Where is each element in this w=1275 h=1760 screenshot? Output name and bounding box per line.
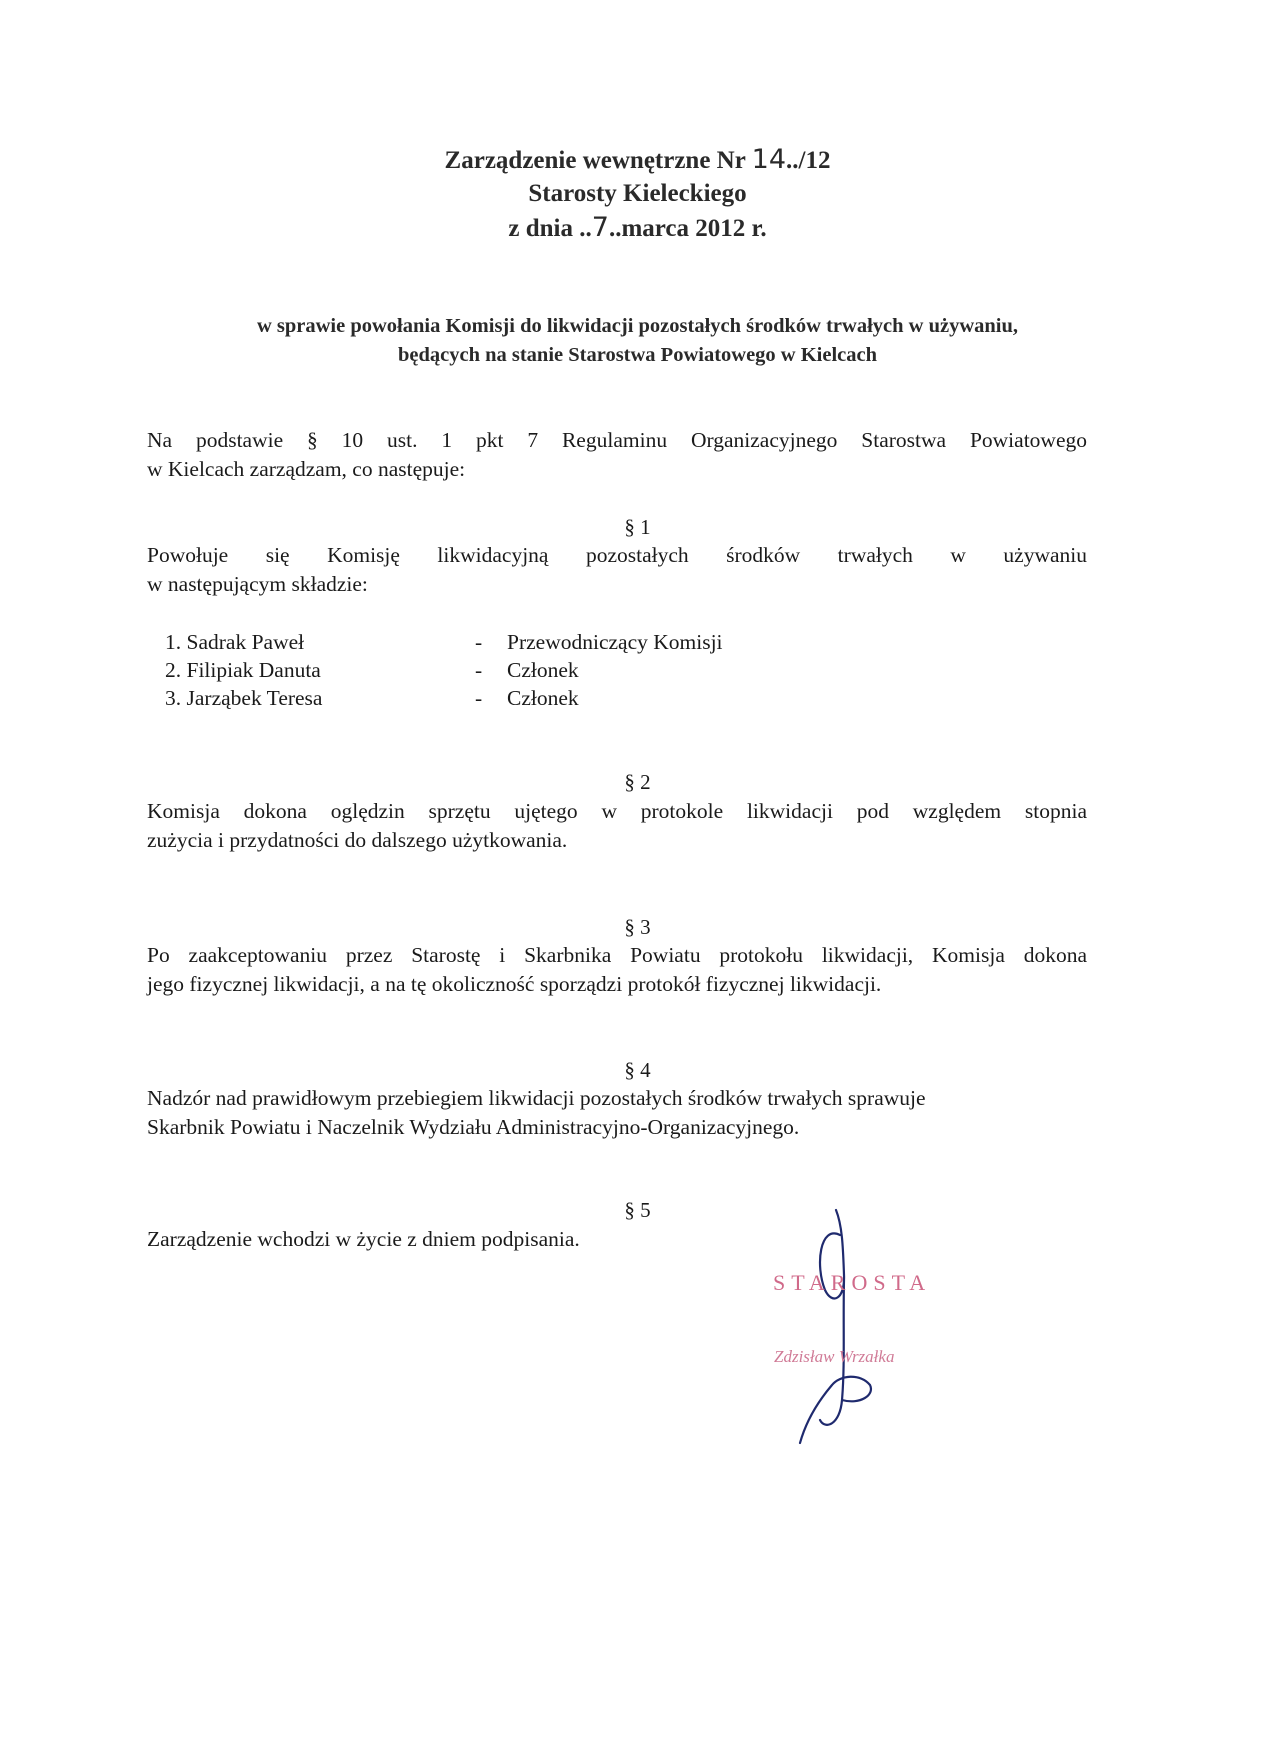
handwritten-day: 7 bbox=[591, 212, 609, 243]
date-suffix: ..marca 2012 r. bbox=[608, 215, 767, 242]
member-dash: - bbox=[475, 686, 483, 710]
member-role: Przewodniczący Komisji bbox=[507, 630, 723, 654]
section-2-paragraph bbox=[147, 797, 1087, 855]
member-role: Członek bbox=[507, 658, 579, 682]
section-3-line-2: jego fizycznej likwidacji, a na tę okoliczność sporządzi protokół fizycznej likwidacji. bbox=[147, 972, 882, 996]
subject-line-1: w sprawie powołania Komisji do likwidacji pozostałych środków trwałych w używaniu, bbox=[256, 315, 1019, 337]
section-1-line-2: w następującym składzie: bbox=[147, 572, 368, 596]
title-prefix: Zarządzenie wewnętrzne Nr bbox=[444, 147, 752, 174]
section-2-line-2: zużycia i przydatności do dalszego użytkowania. bbox=[147, 828, 568, 852]
document-title bbox=[0, 143, 1275, 177]
section-3-line-1: Po zaakceptowaniu przez Starostę i Skarbnika Powiatu protokołu likwidacji, Komisja dokona bbox=[147, 943, 1087, 967]
intro-paragraph bbox=[147, 426, 1087, 484]
member-name: 1. Sadrak Paweł bbox=[165, 630, 305, 654]
issuer-line: Starosty Kieleckiego bbox=[528, 180, 747, 207]
section-1-paragraph bbox=[147, 541, 1087, 599]
intro-line-1: Na podstawie § 10 ust. 1 pkt 7 Regulaminu Organizacyjnego Starostwa Powiatowego bbox=[147, 428, 1087, 452]
member-name: 3. Jarząbek Teresa bbox=[165, 686, 323, 710]
section-3-paragraph bbox=[147, 941, 1087, 999]
stamp-name: Zdzisław Wrzałka bbox=[774, 1347, 895, 1366]
section-5-paragraph bbox=[147, 1225, 1087, 1254]
date-prefix: z dnia .. bbox=[508, 215, 592, 242]
section-4-line-2: Skarbnik Powiatu i Naczelnik Wydziału Administracyjno-Organizacyjnego. bbox=[147, 1115, 800, 1139]
section-1-mark: § 1 bbox=[624, 515, 651, 539]
stamp-title: STAROSTA bbox=[773, 1270, 932, 1295]
section-5-mark: § 5 bbox=[624, 1198, 651, 1222]
section-2-line-1: Komisja dokona oględzin sprzętu ujętego w protokole likwidacji pod względem stopnia bbox=[147, 799, 1087, 823]
section-5-line-1: Zarządzenie wchodzi w życie z dniem podpisania. bbox=[147, 1227, 580, 1251]
member-name: 2. Filipiak Danuta bbox=[165, 658, 321, 682]
member-role: Członek bbox=[507, 686, 579, 710]
title-suffix: ../12 bbox=[786, 147, 831, 174]
handwritten-signature bbox=[770, 1205, 930, 1455]
section-3-mark: § 3 bbox=[624, 915, 651, 939]
section-4-mark: § 4 bbox=[624, 1058, 651, 1082]
section-4-paragraph bbox=[147, 1084, 1087, 1142]
section-4-line-1: Nadzór nad prawidłowym przebiegiem likwidacji pozostałych środków trwałych sprawuje bbox=[147, 1086, 926, 1110]
member-dash: - bbox=[475, 658, 483, 682]
member-dash: - bbox=[475, 630, 483, 654]
section-1-line-1: Powołuje się Komisję likwidacyjną pozostałych środków trwałych w używaniu bbox=[147, 543, 1087, 567]
handwritten-number: 14 bbox=[751, 144, 786, 175]
subject-line-2: będących na stanie Starostwa Powiatowego w Kielcach bbox=[397, 344, 878, 366]
intro-line-2: w Kielcach zarządzam, co następuje: bbox=[147, 457, 466, 481]
section-2-mark: § 2 bbox=[624, 770, 651, 794]
date-line bbox=[0, 211, 1275, 245]
